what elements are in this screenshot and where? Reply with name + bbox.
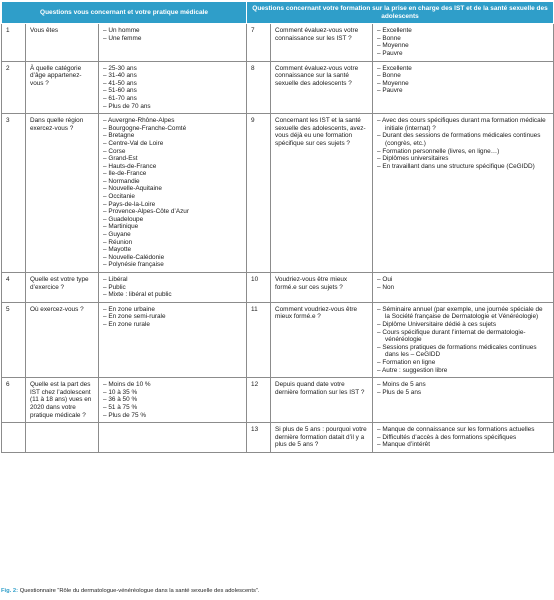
option-item: – Une femme: [103, 35, 242, 43]
question-text: Si plus de 5 ans : pourquoi votre dernière formation datait d’il y a plus de 5 ans ?: [271, 423, 373, 453]
option-item: – Excellente: [377, 65, 549, 73]
option-item: – Avec des cours spécifiques durant ma formation médicale initiale (internat) ?: [377, 117, 549, 132]
option-item: – Pauvre: [377, 50, 549, 58]
question-text: Depuis quand date votre dernière formation sur les IST ?: [271, 378, 373, 423]
option-item: – En zone semi-rurale: [103, 313, 242, 321]
question-number: 8: [247, 61, 271, 114]
option-item: – 51-60 ans: [103, 87, 242, 95]
option-item: – Plus de 5 ans: [377, 389, 549, 397]
option-item: – Guadeloupe: [103, 216, 242, 224]
question-number: 2: [2, 61, 26, 114]
question-number: 9: [247, 114, 271, 273]
option-item: – 25-30 ans: [103, 65, 242, 73]
answer-options: [373, 24, 554, 61]
option-list: [377, 306, 549, 374]
option-list: [377, 276, 549, 291]
option-item: – En zone rurale: [103, 321, 242, 329]
option-item: – Durant des sessions de formations médicales continues (congrès, etc.): [377, 132, 549, 147]
caption-text: Questionnaire “Rôle du dermatologue-vénéréologue dans la santé sexuelle des adolescents”.: [19, 588, 260, 594]
answer-options: [99, 114, 247, 273]
option-item: – Grand-Est: [103, 155, 242, 163]
option-item: – Excellente: [377, 27, 549, 35]
option-item: – 10 à 35 %: [103, 389, 242, 397]
question-text: À quelle catégorie d’âge appartenez-vous ?: [26, 61, 99, 114]
answer-options: [373, 302, 554, 377]
table-row: [2, 24, 554, 61]
option-item: – Un homme: [103, 27, 242, 35]
answer-options: [373, 378, 554, 423]
question-text: Où exercez-vous ?: [26, 302, 99, 377]
question-text: Comment voudriez-vous être mieux formé.e ?: [271, 302, 373, 377]
option-list: [377, 65, 549, 95]
table-row: [2, 273, 554, 303]
option-list: [377, 27, 549, 57]
answer-options: [99, 61, 247, 114]
option-item: – Corse: [103, 148, 242, 156]
table-row: [2, 423, 554, 453]
answer-options: [99, 273, 247, 303]
option-list: [103, 276, 242, 299]
option-item: – Bonne: [377, 35, 549, 43]
option-item: – Martinique: [103, 223, 242, 231]
answer-options: [99, 24, 247, 61]
question-text: [26, 423, 99, 453]
question-number: 3: [2, 114, 26, 273]
option-list: [377, 381, 549, 396]
option-item: – Mayotte: [103, 246, 242, 254]
option-item: – Normandie: [103, 178, 242, 186]
option-item: – Bonne: [377, 72, 549, 80]
option-item: – Moins de 10 %: [103, 381, 242, 389]
option-item: – Cours spécifique durant l’internat de dermatologie-vénéréologie: [377, 329, 549, 344]
option-list: [103, 117, 242, 269]
option-item: – Autre : suggestion libre: [377, 367, 549, 375]
option-item: – Moyenne: [377, 42, 549, 50]
header-left: Questions vous concernant et votre pratique médicale: [2, 2, 247, 24]
option-item: – Provence-Alpes-Côte d’Azur: [103, 208, 242, 216]
option-list: [103, 27, 242, 42]
question-number: 12: [247, 378, 271, 423]
option-item: – Formation personnelle (livres, en ligne…): [377, 148, 549, 156]
question-text: Voudriez-vous être mieux formé.e sur ces sujets ?: [271, 273, 373, 303]
option-item: – Formation en ligne: [377, 359, 549, 367]
option-item: – Auvergne-Rhône-Alpes: [103, 117, 242, 125]
question-text: Concernant les IST et la santé sexuelle des adolescents, avez-vous déjà eu une formation spécifique sur ces sujets ?: [271, 114, 373, 273]
option-item: – Oui: [377, 276, 549, 284]
option-item: – Ile-de-France: [103, 170, 242, 178]
option-item: – Occitanie: [103, 193, 242, 201]
answer-options: [99, 302, 247, 377]
question-text: Dans quelle région exercez-vous ?: [26, 114, 99, 273]
option-item: – Réunion: [103, 239, 242, 247]
option-item: – Centre-Val de Loire: [103, 140, 242, 148]
header-row: [2, 2, 554, 24]
option-item: – Guyane: [103, 231, 242, 239]
answer-options: [99, 378, 247, 423]
header-right: Questions concernant votre formation sur la prise en charge des IST et de la santé sexuelle des adolescents: [247, 2, 554, 24]
table-row: [2, 114, 554, 273]
question-number: 4: [2, 273, 26, 303]
option-item: – Pays-de-la-Loire: [103, 201, 242, 209]
questionnaire-table: [1, 1, 554, 453]
option-item: – Manque d’intérêt: [377, 441, 549, 449]
answer-options: [373, 423, 554, 453]
option-item: – Polynésie française: [103, 261, 242, 269]
option-item: – Bourgogne-Franche-Comté: [103, 125, 242, 133]
option-item: – En zone urbaine: [103, 306, 242, 314]
option-list: [103, 381, 242, 419]
option-item: – Diplômes universitaires: [377, 155, 549, 163]
option-list: [377, 117, 549, 170]
option-list: [103, 306, 242, 329]
option-list: [103, 65, 242, 111]
figure-caption: [1, 588, 259, 595]
option-item: – 31-40 ans: [103, 72, 242, 80]
option-item: – Pauvre: [377, 87, 549, 95]
caption-label: Fig. 2:: [1, 588, 19, 594]
option-item: – Nouvelle-Calédonie: [103, 254, 242, 262]
option-item: – En travaillant dans une structure spécifique (CeGIDD): [377, 163, 549, 171]
table-row: [2, 61, 554, 114]
option-item: – Sessions pratiques de formations médicales continues dans les – CeGIDD: [377, 344, 549, 359]
option-item: – Moins de 5 ans: [377, 381, 549, 389]
option-item: – Bretagne: [103, 132, 242, 140]
option-item: – Difficultés d’accès à des formations spécifiques: [377, 434, 549, 442]
question-text: Comment évaluez-vous votre connaissance sur la santé sexuelle des adolescents ?: [271, 61, 373, 114]
answer-options: [373, 273, 554, 303]
option-item: – 36 à 50 %: [103, 396, 242, 404]
question-number: 5: [2, 302, 26, 377]
question-number: 7: [247, 24, 271, 61]
question-text: Vous êtes: [26, 24, 99, 61]
option-item: – Nouvelle-Aquitaine: [103, 185, 242, 193]
option-item: – Libéral: [103, 276, 242, 284]
option-item: – Public: [103, 284, 242, 292]
answer-options: [373, 61, 554, 114]
option-item: – Hauts-de-France: [103, 163, 242, 171]
option-item: – 41-50 ans: [103, 80, 242, 88]
table-row: [2, 302, 554, 377]
option-item: – 61-70 ans: [103, 95, 242, 103]
option-item: – Manque de connaissance sur les formations actuelles: [377, 426, 549, 434]
answer-options: [373, 114, 554, 273]
question-number: [2, 423, 26, 453]
option-item: – Mixte : libéral et public: [103, 291, 242, 299]
question-number: 10: [247, 273, 271, 303]
option-item: – Plus de 70 ans: [103, 103, 242, 111]
option-item: – Séminaire annuel (par exemple, une journée spéciale de la Société française de Dermatologie et Vénéréologie): [377, 306, 549, 321]
option-item: – 51 à 75 %: [103, 404, 242, 412]
answer-options: [99, 423, 247, 453]
option-list: [377, 426, 549, 449]
option-item: – Non: [377, 284, 549, 292]
question-number: 6: [2, 378, 26, 423]
question-text: Quelle est votre type d’exercice ?: [26, 273, 99, 303]
table-row: [2, 378, 554, 423]
option-item: – Plus de 75 %: [103, 412, 242, 420]
question-number: 1: [2, 24, 26, 61]
question-number: 13: [247, 423, 271, 453]
question-text: Comment évaluez-vous votre connaissance sur les IST ?: [271, 24, 373, 61]
option-item: – Moyenne: [377, 80, 549, 88]
question-number: 11: [247, 302, 271, 377]
option-item: – Diplôme Universitaire dédié à ces sujets: [377, 321, 549, 329]
question-text: Quelle est la part des IST chez l’adolescent (11 à 18 ans) vues en 2020 dans votre pratique médicale ?: [26, 378, 99, 423]
